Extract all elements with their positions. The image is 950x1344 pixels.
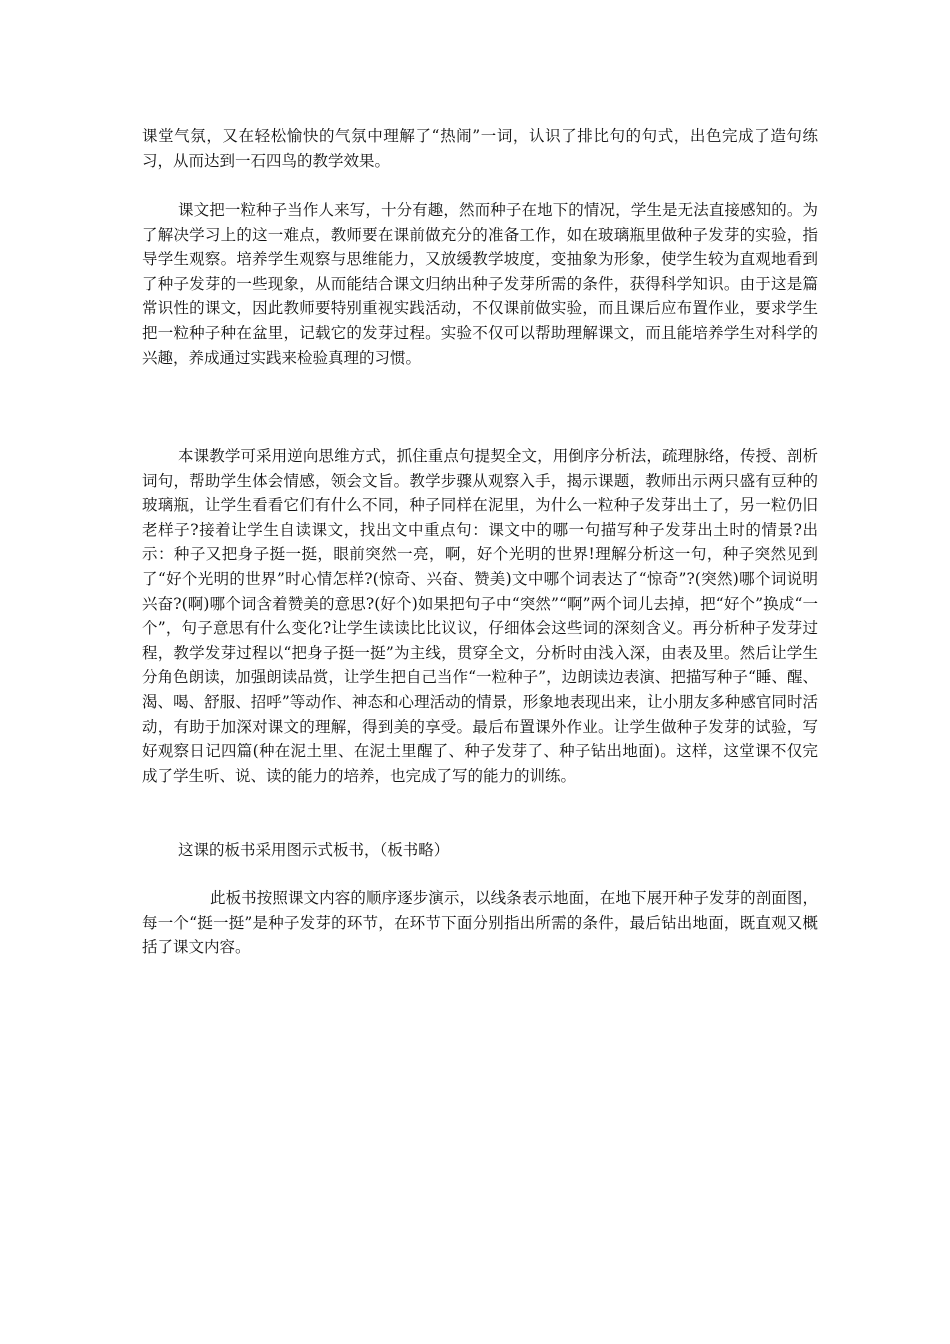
paragraph-5: 此板书按照课文内容的顺序逐步演示，以线条表示地面，在地下展开种子发芽的剖面图，每一个“挺一挺”是种子发芽的环节，在环节下面分别指出所需的条件，最后钻出地面，既直观又概括了课文内容。 xyxy=(142,889,818,957)
paragraph-2: 课文把一粒种子当作人来写，十分有趣，然而种子在地下的情况，学生是无法直接感知的。为了解决学习上的这一难点，教师要在课前做充分的准备工作，如在玻璃瓶里做种子发芽的实验，指导学生观察。培养学生观察与思维能力，又放缓教学坡度，变抽象为形象，使学生较为直观地看到了种子发芽的一些现象，从而能结合课文归纳出种子发芽所需的条件，获得科学知识。由于这是篇常识性的课文，因此教师要特别重视实践活动，不仅课前做实验，而且课后应布置作业，要求学生把一粒种子种在盆里，记载它的发芽过程。实验不仅可以帮助理解课文，而且能培养学生对科学的兴趣，养成通过实践来检验真理的习惯。 xyxy=(142,201,818,367)
paragraph-1: 课堂气氛，又在轻松愉快的气氛中理解了“热闹”一词，认识了排比句的句式，出色完成了造句练习，从而达到一石四鸟的教学效果。 xyxy=(142,127,818,170)
paragraph-3: 本课教学可采用逆向思维方式，抓住重点句提契全文，用倒序分析法，疏理脉络，传授、剖析词句，帮助学生体会情感，领会文旨。教学步骤从观察入手，揭示课题，教师出示两只盛有豆种的玻璃瓶，让学生看看它们有什么不同，种子同样在泥里，为什么一粒种子发芽出土了，另一粒仍旧老样子?接着让学生自读课文，找出文中重点句：课文中的哪一句描写种子发芽出土时的情景?出示：种子又把身子挺一挺，眼前突然一亮，啊，好个光明的世界!理解分析这一句，种子突然见到了“好个光明的世界”时心情怎样?(惊奇、兴奋、赞美)文中哪个词表达了“惊奇”?(突然)哪个词说明兴奋?(啊)哪个词含着赞美的意思?(好个)如果把句子中“突然”“啊”两个词儿去掉，把“好个”换成“一个”，句子意思有什么变化?让学生读读比比议议，仔细体会这些词的深刻含义。再分析种子发芽过程，教学发芽过程以“把身子挺一挺”为主线，贯穿全文，分析时由浅入深，由表及里。然后让学生分角色朗读，加强朗读品赏，让学生把自己当作“一粒种子”，边朗读边表演、把描写种子“睡、醒、渴、喝、舒服、招呼”等动作、神态和心理活动的情景，形象地表现出来，让小朋友多种感官同时活动，有助于加深对课文的理解，得到美的享受。最后布置课外作业。让学生做种子发芽的试验，写好观察日记四篇(种在泥土里、在泥土里醒了、种子发芽了、种子钻出地面)。这样，这堂课不仅完成了学生听、说、读的能力的培养，也完成了写的能力的训练。 xyxy=(142,447,818,785)
paragraph-4: 这课的板书采用图示式板书，（板书略） xyxy=(178,841,450,859)
